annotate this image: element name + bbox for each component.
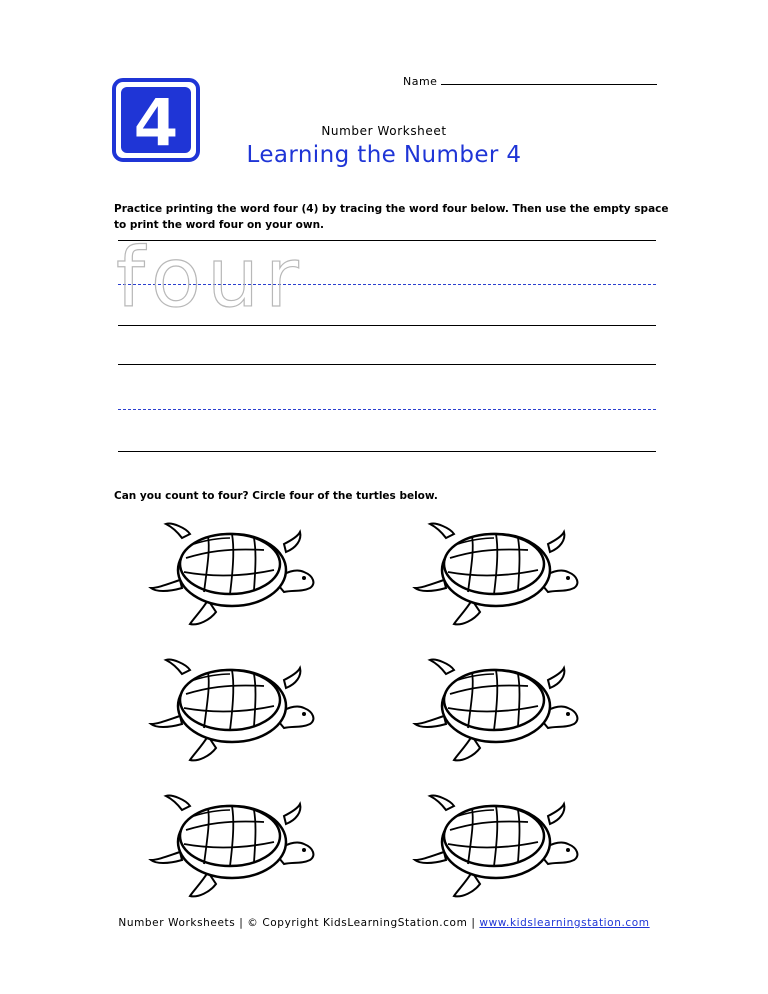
turtle-icon[interactable] [410, 654, 582, 776]
turtle-icon[interactable] [410, 790, 582, 912]
practice-base-line [118, 451, 656, 452]
footer-link[interactable]: www.kidslearningstation.com [479, 917, 650, 929]
turtle-icon[interactable] [410, 518, 582, 640]
name-underline[interactable] [441, 74, 657, 85]
turtle-icon[interactable] [146, 654, 318, 776]
worksheet-title: Learning the Number 4 [246, 142, 522, 168]
badge-number: 4 [133, 85, 179, 162]
footer-copyright: Number Worksheets | © Copyright KidsLearningStation.com | [118, 917, 480, 929]
counting-instruction: Can you count to four? Circle four of the turtles below. [114, 490, 438, 502]
trace-word: four [116, 231, 305, 326]
turtle-icon[interactable] [146, 790, 318, 912]
tracing-instruction: Practice printing the word four (4) by tracing the word four below. Then use the empty space to print the word four on your own. [114, 203, 669, 231]
name-label: Name [403, 75, 438, 88]
practice-mid-line [118, 409, 656, 410]
worksheet-subtitle: Number Worksheet [321, 124, 447, 138]
name-field[interactable] [403, 74, 657, 88]
practice-top-line [118, 364, 656, 365]
footer [0, 917, 768, 929]
turtle-icon[interactable] [146, 518, 318, 640]
